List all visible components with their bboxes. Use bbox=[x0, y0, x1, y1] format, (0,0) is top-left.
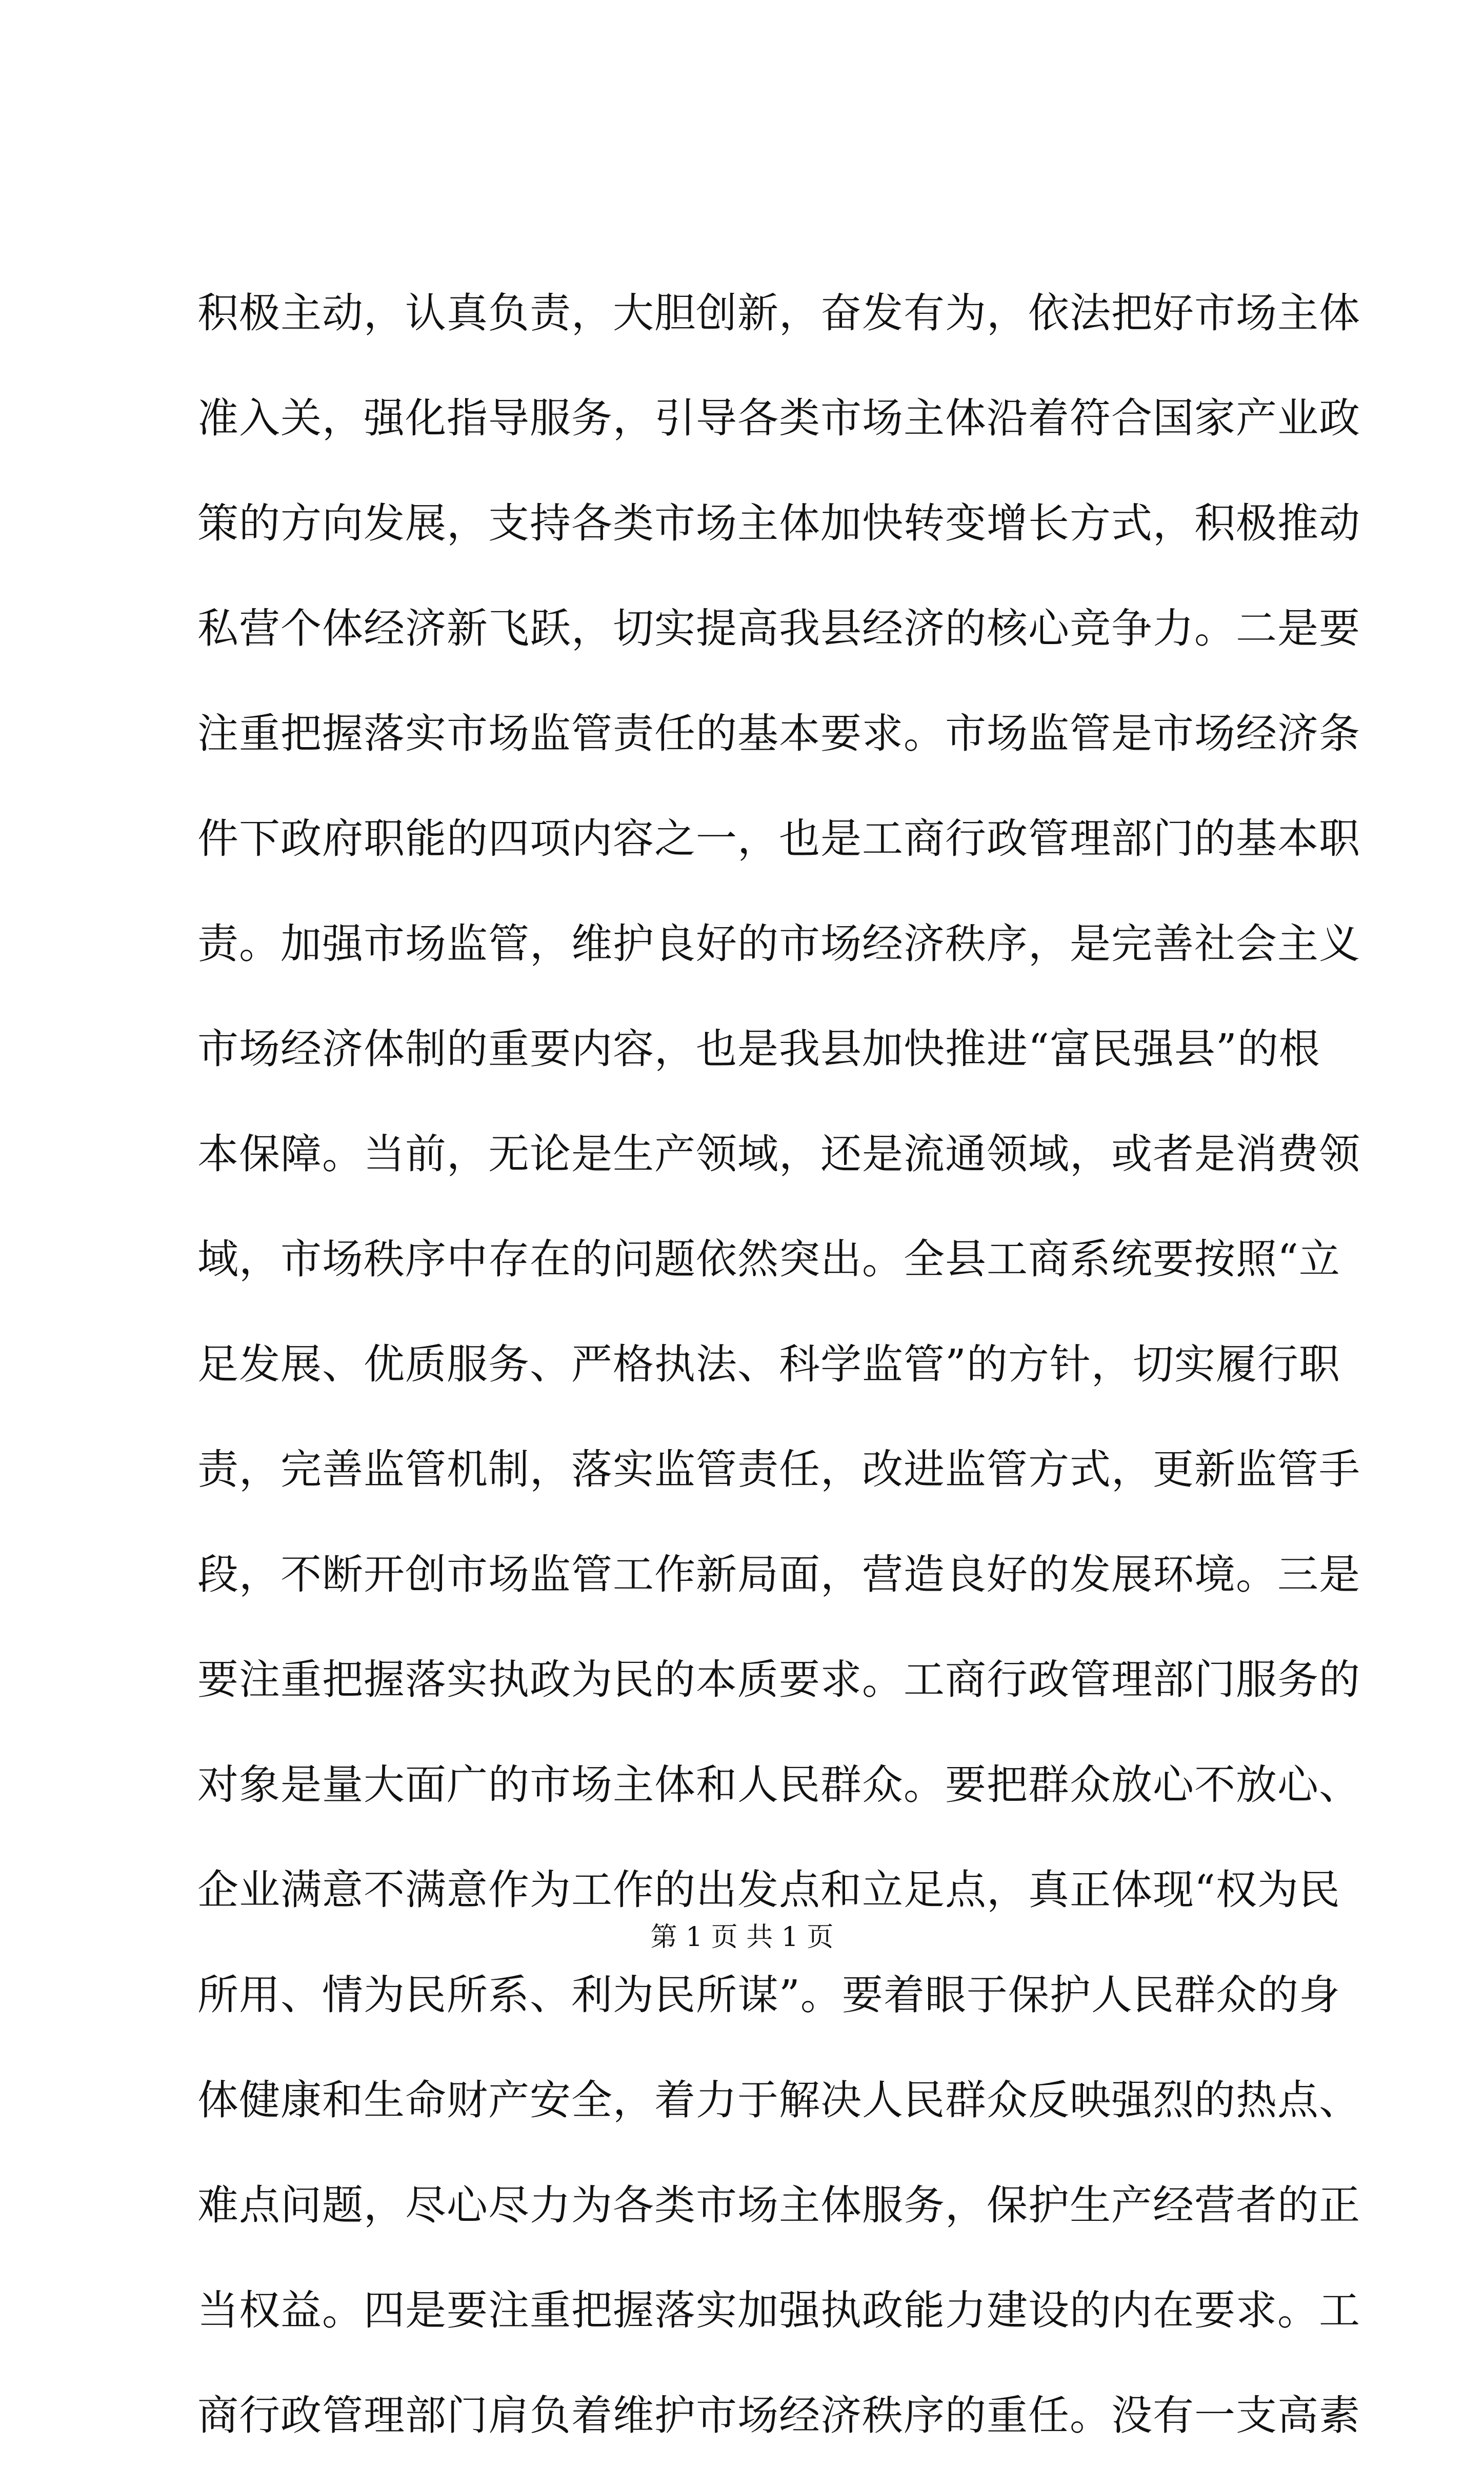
text-line-12: 责，完善监管机制，落实监管责任，改进监管方式，更新监管手 bbox=[197, 1446, 1360, 1493]
text-line-4: 私营个体经济新飞跃，切实提高我县经济的核心竞争力。二是要 bbox=[197, 605, 1360, 652]
text-line-10: 域，市场秩序中存在的问题依然突出。全县工商系统要按照“立 bbox=[197, 1235, 1340, 1283]
text-line-3: 策的方向发展，支持各类市场主体加快转变增长方式，积极推动 bbox=[197, 499, 1360, 547]
text-line-7: 责。加强市场监管，维护良好的市场经济秩序，是完善社会主义 bbox=[197, 920, 1360, 968]
text-line-11: 足发展、优质服务、严格执法、科学监管”的方针，切实履行职 bbox=[197, 1340, 1340, 1388]
text-line-1: 积极主动，认真负责，大胆创新，奋发有为，依法把好市场主体 bbox=[197, 289, 1360, 337]
text-line-9: 本保障。当前，无论是生产领域，还是流通领域，或者是消费领 bbox=[197, 1130, 1360, 1178]
text-line-6: 件下政府职能的四项内容之一，也是工商行政管理部门的基本职 bbox=[197, 815, 1360, 862]
text-line-17: 所用、情为民所系、利为民所谋”。要着眼于保护人民群众的身 bbox=[197, 1971, 1340, 2019]
text-line-18: 体健康和生命财产安全，着力于解决人民群众反映强烈的热点、 bbox=[197, 2076, 1360, 2124]
text-line-5: 注重把握落实市场监管责任的基本要求。市场监管是市场经济条 bbox=[197, 710, 1360, 757]
text-line-21: 商行政管理部门肩负着维护市场经济秩序的重任。没有一支高素 bbox=[197, 2392, 1360, 2439]
text-line-20: 当权益。四是要注重把握落实加强执政能力建设的内在要求。工 bbox=[197, 2286, 1360, 2334]
text-line-15: 对象是量大面广的市场主体和人民群众。要把群众放心不放心、 bbox=[197, 1761, 1360, 1809]
text-line-13: 段，不断开创市场监管工作新局面，营造良好的发展环境。三是 bbox=[197, 1551, 1360, 1598]
text-line-19: 难点问题，尽心尽力为各类市场主体服务，保护生产经营者的正 bbox=[197, 2181, 1360, 2229]
text-line-8: 市场经济体制的重要内容，也是我县加快推进“富民强县”的根 bbox=[197, 1025, 1320, 1073]
page-footer: 第 1 页 共 1 页 bbox=[650, 1922, 834, 1953]
text-line-16: 企业满意不满意作为工作的出发点和立足点，真正体现“权为民 bbox=[197, 1866, 1340, 1914]
body-paragraph bbox=[197, 260, 1360, 2468]
text-line-2: 准入关，强化指导服务，引导各类市场主体沿着符合国家产业政 bbox=[197, 394, 1360, 442]
text-line-14: 要注重把握落实执政为民的本质要求。工商行政管理部门服务的 bbox=[197, 1656, 1360, 1703]
